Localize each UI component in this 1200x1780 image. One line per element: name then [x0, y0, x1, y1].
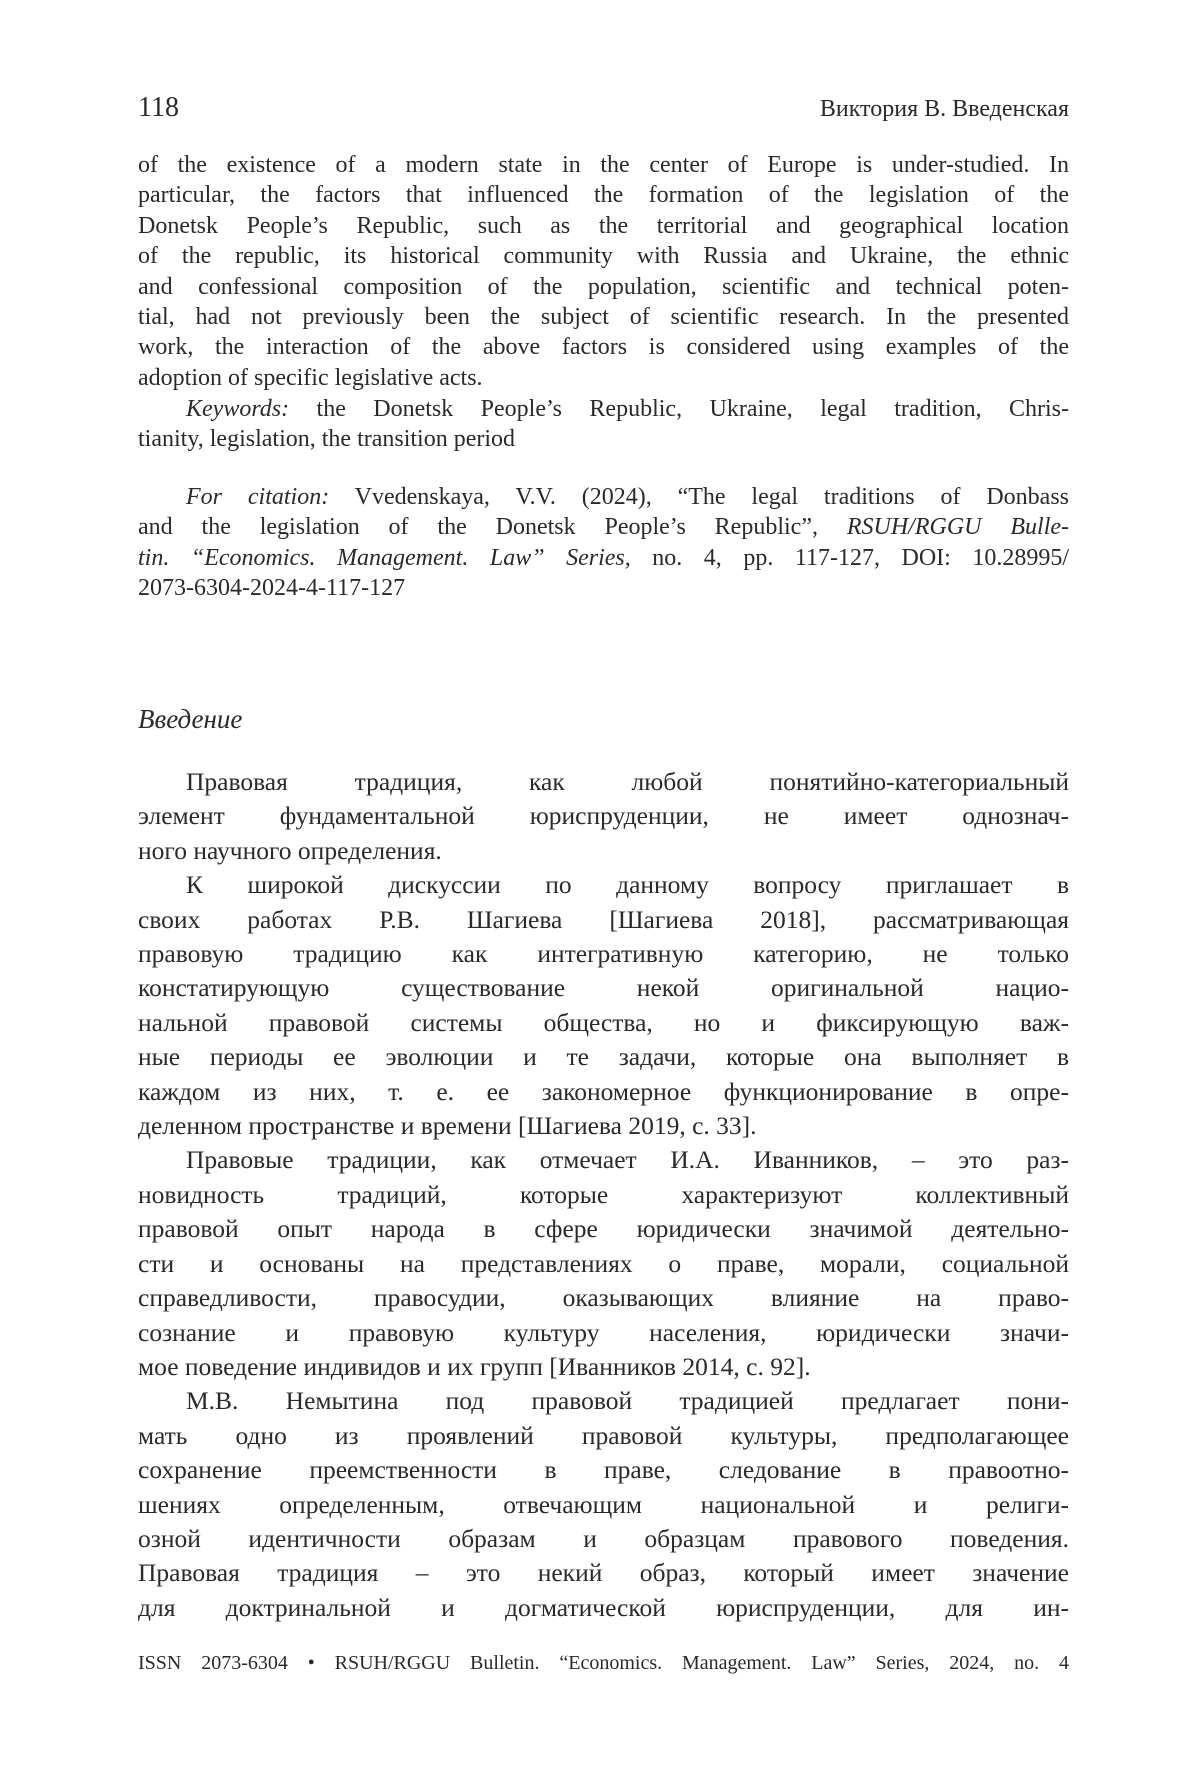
paragraph-line: каждом из них, т. е. ее закономерное функционирование в опре- — [138, 1075, 1069, 1109]
paragraph-line: озной идентичности образам и образцам правового поведения. — [138, 1522, 1069, 1556]
paragraph-line: правовую традицию как интегративную категорию, не только — [138, 937, 1069, 971]
paragraph — [138, 765, 1069, 868]
citation-text: Vvedenskaya, V.V. (2024), “The legal traditions of Donbass — [329, 484, 1069, 510]
paragraph-line: шениях определенным, отвечающим национальной и религи- — [138, 1488, 1069, 1522]
citation-line: 2073-6304-2024-4-117-127 — [138, 573, 1069, 603]
paragraph-line: деленном пространстве и времени [Шагиева 2019, с. 33]. — [138, 1109, 1069, 1143]
paragraph-line: элемент фундаментальной юриспруденции, не имеет однознач- — [138, 799, 1069, 833]
page-footer: ISSN 2073-6304 • RSUH/RGGU Bulletin. “Economics. Management. Law” Series, 2024, no. 4 — [138, 1652, 1069, 1675]
keywords-label: Keywords: — [186, 396, 289, 422]
paragraph-line: Правовая традиция, как любой понятийно-категориальный — [138, 765, 1069, 799]
abstract-line: tial, had not previously been the subject of scientific research. In the presented — [138, 302, 1069, 332]
paragraph — [138, 1143, 1069, 1384]
paragraph-line: ные периоды ее эволюции и те задачи, которые она выполняет в — [138, 1040, 1069, 1074]
abstract — [138, 150, 1069, 393]
running-header — [138, 92, 1069, 124]
paragraph-line: М.В. Немытина под правовой традицией предлагает пони- — [138, 1384, 1069, 1418]
paragraph-line: К широкой дискуссии по данному вопросу приглашает в — [138, 868, 1069, 902]
paragraph-line: Правовые традиции, как отмечает И.А. Иванников, – это раз- — [138, 1143, 1069, 1177]
section-heading: Введение — [138, 704, 1069, 735]
paragraph-line: новидность традиций, которые характеризуют коллективный — [138, 1178, 1069, 1212]
paragraph-line: сознание и правовую культуру населения, юридически значи- — [138, 1316, 1069, 1350]
paragraph-line: мое поведение индивидов и их групп [Иванников 2014, с. 92]. — [138, 1350, 1069, 1384]
abstract-line: and confessional composition of the population, scientific and technical poten- — [138, 272, 1069, 302]
paragraph — [138, 868, 1069, 1143]
keywords-line — [138, 394, 1069, 424]
abstract-line: adoption of specific legislative acts. — [138, 363, 1069, 393]
citation — [138, 482, 1069, 604]
paragraph-line: справедливости, правосудии, оказывающих влияние на право- — [138, 1281, 1069, 1315]
abstract-line: of the republic, its historical community with Russia and Ukraine, the ethnic — [138, 241, 1069, 271]
running-header-author: Виктория В. Введенская — [820, 96, 1069, 123]
citation-line — [138, 482, 1069, 512]
keywords-line: tianity, legislation, the transition period — [138, 424, 1069, 454]
paragraph-line: сохранение преемственности в праве, следование в правоотно- — [138, 1453, 1069, 1487]
body-text — [138, 765, 1069, 1625]
citation-text: no. 4, pp. 117-127, DOI: 10.28995/ — [631, 545, 1069, 571]
abstract-line: particular, the factors that influenced the formation of the legislation of the — [138, 180, 1069, 210]
citation-line — [138, 543, 1069, 573]
paragraph-line: нальной правовой системы общества, но и фиксирующую важ- — [138, 1006, 1069, 1040]
paragraph-line: правовой опыт народа в сфере юридически значимой деятельно- — [138, 1212, 1069, 1246]
citation-journal: tin. “Economics. Management. Law” Series, — [138, 545, 631, 571]
citation-label: For citation: — [186, 484, 329, 510]
abstract-line: of the existence of a modern state in the center of Europe is under-studied. In — [138, 150, 1069, 180]
keywords-text: the Donetsk People’s Republic, Ukraine, legal tradition, Chris- — [289, 396, 1069, 422]
citation-journal: RSUH/RGGU Bulle- — [847, 514, 1069, 540]
citation-text: and the legislation of the Donetsk People’s Republic”, — [138, 514, 847, 540]
abstract-line: Donetsk People’s Republic, such as the territorial and geographical location — [138, 211, 1069, 241]
paragraph-line: ного научного определения. — [138, 834, 1069, 868]
paragraph — [138, 1384, 1069, 1625]
paragraph-line: сти и основаны на представлениях о праве, морали, социальной — [138, 1247, 1069, 1281]
page-number: 118 — [138, 92, 179, 124]
keywords — [138, 394, 1069, 455]
paragraph-line: Правовая традиция – это некий образ, который имеет значение — [138, 1556, 1069, 1590]
paragraph-line: для доктринальной и догматической юриспруденции, для ин- — [138, 1591, 1069, 1625]
paragraph-line: констатирующую существование некой оригинальной нацио- — [138, 971, 1069, 1005]
abstract-line: work, the interaction of the above factors is considered using examples of the — [138, 332, 1069, 362]
paragraph-line: своих работах Р.В. Шагиева [Шагиева 2018], рассматривающая — [138, 903, 1069, 937]
paragraph-line: мать одно из проявлений правовой культуры, предполагающее — [138, 1419, 1069, 1453]
citation-line — [138, 512, 1069, 542]
